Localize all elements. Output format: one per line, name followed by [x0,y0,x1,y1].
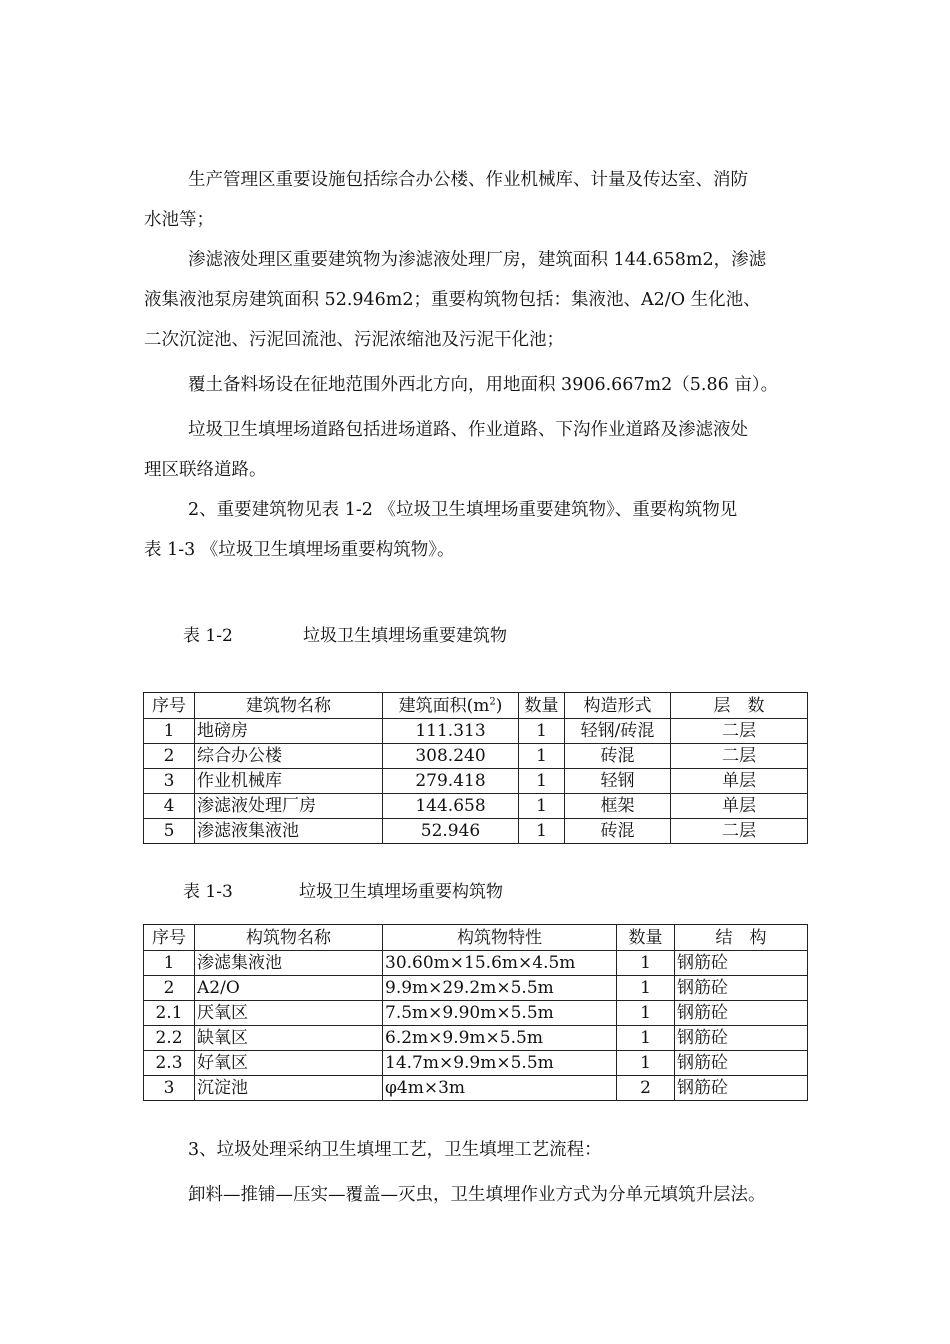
header-area-sup: 2 [489,695,496,707]
paragraph-soil-storage [144,365,806,405]
cell-name: 沉淀池 [195,1076,383,1101]
cell-qty: 1 [617,1001,675,1026]
header-structure-name: 构筑物名称 [195,925,383,951]
cell-floors: 二层 [671,819,808,844]
paragraph-process-flow [144,1175,806,1215]
text-line: 覆土备料场设在征地范围外西北方向，用地面积 3906.667m2（5.86 亩）。 [188,375,779,395]
text-line: 垃圾卫生填埋场道路包括进场道路、作业道路、下沟作业道路及渗滤液处 [188,420,748,440]
table-row [144,1051,808,1076]
table-row [144,1076,808,1101]
cell-area: 279.418 [383,769,519,794]
cell-name: 厌氧区 [195,1001,383,1026]
cell-area: 52.946 [383,819,519,844]
cell-floors: 单层 [671,769,808,794]
text-line: 卸料—推铺—压实—覆盖—灭虫，卫生填埋作业方式为分单元填筑升层法。 [188,1185,766,1205]
cell-qty: 1 [519,719,565,744]
header-structure-form: 构造形式 [565,693,671,719]
header-building-area [383,693,519,719]
cell-area: 308.240 [383,744,519,769]
cell-name: 缺氧区 [195,1026,383,1051]
text-line: 生产管理区重要设施包括综合办公楼、作业机械库、计量及传达室、消防 [188,170,748,190]
cell-floors: 二层 [671,719,808,744]
text-line: 理区联络道路。 [144,460,267,480]
cell-name: 地磅房 [195,719,383,744]
header-seq: 序号 [144,693,195,719]
cell-name: 渗滤液处理厂房 [195,794,383,819]
cell-floors: 二层 [671,744,808,769]
table-row [144,769,808,794]
cell-area: 111.313 [383,719,519,744]
text-line: 表 1-3 《垃圾卫生填埋场重要构筑物》。 [144,540,455,560]
table-row [144,976,808,1001]
cell-area: 144.658 [383,794,519,819]
cell-struct: 钢筋砼 [675,1076,808,1101]
text-line: 水池等； [144,210,214,230]
table-header-row [144,925,808,951]
cell-seq: 4 [144,794,195,819]
header-structure-spec: 构筑物特性 [383,925,617,951]
cell-spec: 7.5m×9.90m×5.5m [383,1001,617,1026]
header-structure-type: 结 构 [675,925,808,951]
buildings-table [143,692,808,844]
cell-seq: 3 [144,769,195,794]
table-row [144,1026,808,1051]
cell-qty: 1 [519,819,565,844]
cell-struct: 钢筋砼 [675,1051,808,1076]
cell-seq: 5 [144,819,195,844]
structures-table [143,924,808,1101]
cell-seq: 2.3 [144,1051,195,1076]
text-line: 二次沉淀池、污泥回流池、污泥浓缩池及污泥干化池； [144,330,564,350]
paragraph-table-reference [144,490,806,570]
cell-spec: 14.7m×9.9m×5.5m [383,1051,617,1076]
table-row [144,951,808,976]
cell-seq: 2 [144,744,195,769]
cell-qty: 1 [519,794,565,819]
table-row [144,819,808,844]
cell-form: 砖混 [565,744,671,769]
cell-form: 轻钢 [565,769,671,794]
text-line: 渗滤液处理区重要建筑物为渗滤液处理厂房，建筑面积 144.658m2，渗滤 [188,250,767,270]
cell-spec: 9.9m×29.2m×5.5m [383,976,617,1001]
table-row [144,744,808,769]
cell-qty: 2 [617,1076,675,1101]
header-floors: 层 数 [671,693,808,719]
cell-seq: 2.2 [144,1026,195,1051]
cell-struct: 钢筋砼 [675,951,808,976]
cell-struct: 钢筋砼 [675,1026,808,1051]
cell-struct: 钢筋砼 [675,976,808,1001]
header-quantity: 数量 [617,925,675,951]
paragraph-leachate-area [144,240,806,360]
paragraph-management-area [144,160,806,240]
header-area-end: ) [495,695,503,716]
table-header-row [144,693,808,719]
table2-caption-title: 垃圾卫生填埋场重要构筑物 [299,882,503,902]
cell-name: A2/O [195,976,383,1001]
cell-seq: 2.1 [144,1001,195,1026]
cell-form: 框架 [565,794,671,819]
cell-name: 作业机械库 [195,769,383,794]
cell-seq: 3 [144,1076,195,1101]
paragraph-process [144,1130,806,1170]
cell-qty: 1 [617,1026,675,1051]
cell-form: 砖混 [565,819,671,844]
cell-spec: 6.2m×9.9m×5.5m [383,1026,617,1051]
cell-seq: 1 [144,951,195,976]
cell-name: 综合办公楼 [195,744,383,769]
cell-name: 渗滤液集液池 [195,819,383,844]
cell-qty: 1 [617,951,675,976]
cell-spec: 30.60m×15.6m×4.5m [383,951,617,976]
cell-form: 轻钢/砖混 [565,719,671,744]
cell-qty: 1 [617,1051,675,1076]
cell-qty: 1 [617,976,675,1001]
header-building-name: 建筑物名称 [195,693,383,719]
header-area-text: 建筑面积(m [398,695,490,716]
cell-spec: φ4m×3m [383,1076,617,1101]
cell-name: 渗滤集液池 [195,951,383,976]
cell-seq: 1 [144,719,195,744]
text-line: 2、重要建筑物见表 1-2 《垃圾卫生填埋场重要建筑物》、重要构筑物见 [188,500,738,520]
header-quantity: 数量 [519,693,565,719]
table-row [144,1001,808,1026]
cell-name: 好氧区 [195,1051,383,1076]
table-row [144,719,808,744]
table2-caption-number: 表 1-3 [183,882,233,902]
cell-qty: 1 [519,744,565,769]
table-row [144,794,808,819]
table1-caption-number: 表 1-2 [183,626,233,646]
paragraph-roads [144,410,806,490]
cell-struct: 钢筋砼 [675,1001,808,1026]
header-seq: 序号 [144,925,195,951]
cell-qty: 1 [519,769,565,794]
cell-seq: 2 [144,976,195,1001]
text-line: 液集液池泵房建筑面积 52.946m2；重要构筑物包括：集液池、A2/O 生化池、 [144,290,761,310]
table1-caption-title: 垃圾卫生填埋场重要建筑物 [303,626,507,646]
text-line: 3、垃圾处理采纳卫生填埋工艺，卫生填埋工艺流程： [188,1140,602,1160]
cell-floors: 单层 [671,794,808,819]
